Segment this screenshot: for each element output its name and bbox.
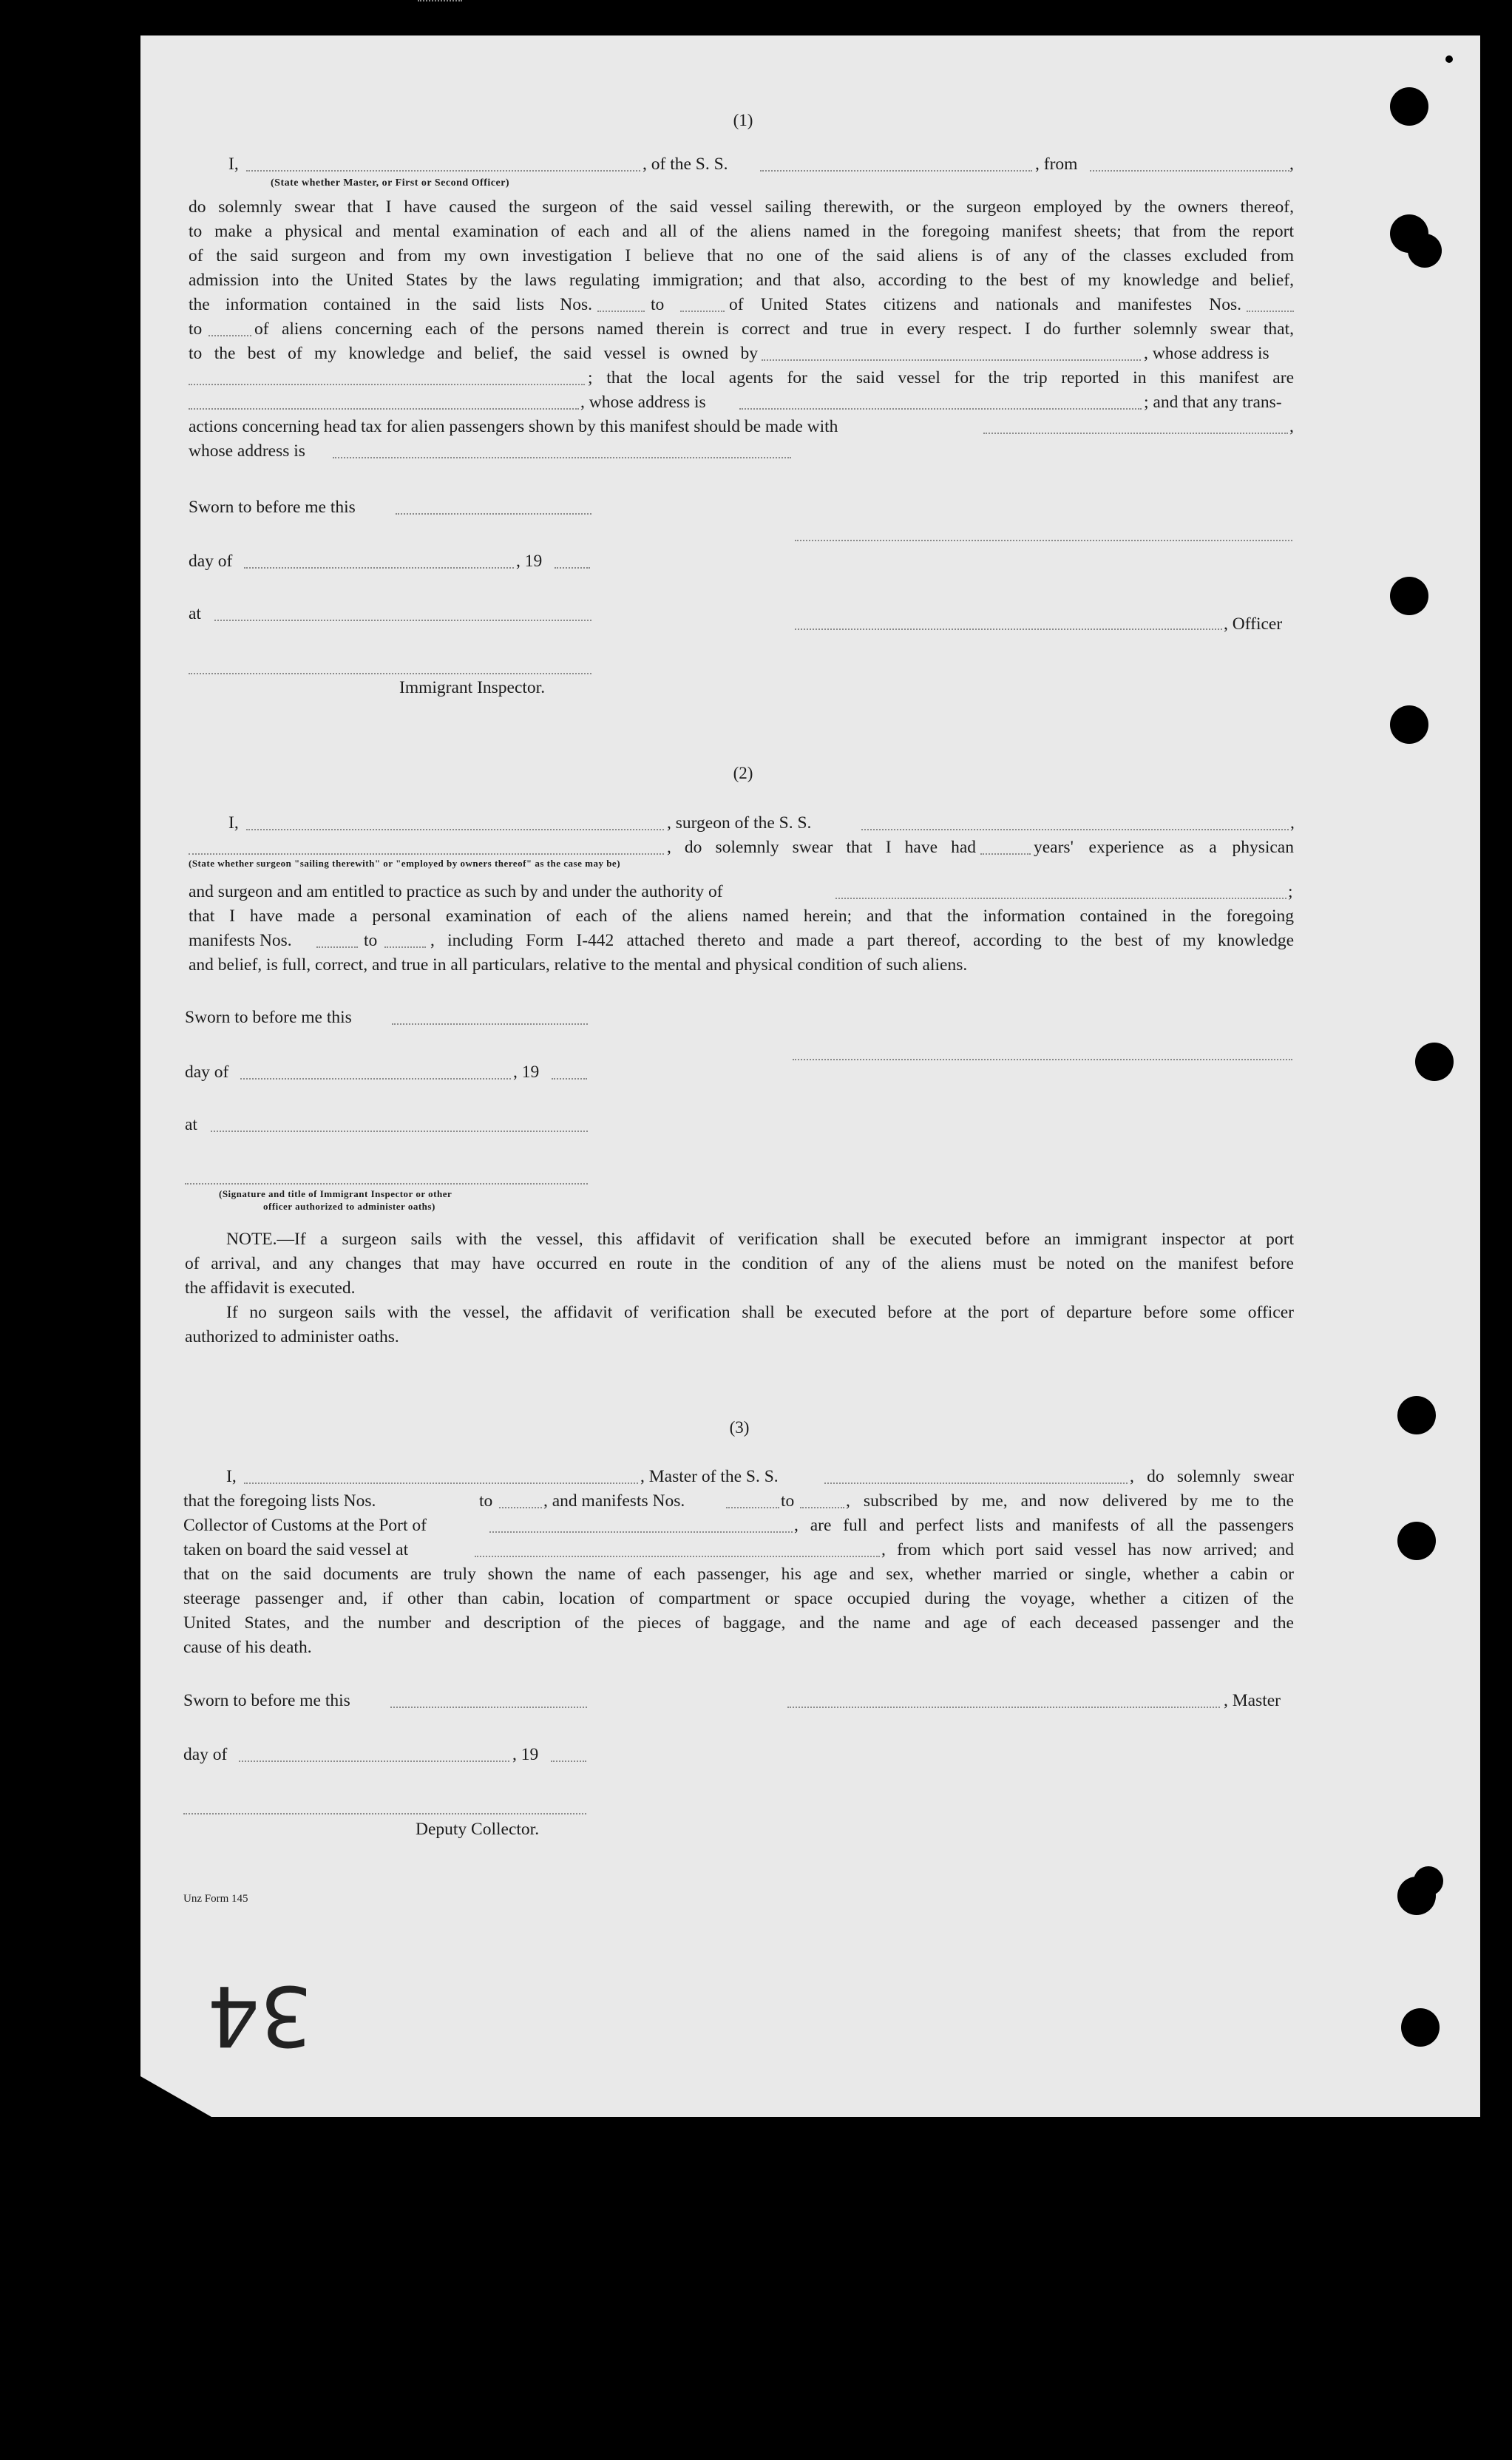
s3-para-line: United States, and the number and description of the pieces of baggage, and the name and age of each deceased passenger and the <box>183 1613 1294 1633</box>
s2-signature-field[interactable] <box>793 1059 1292 1060</box>
s1-para-line: to make a physical and mental examination of each and all of the aliens named in the foregoing manifest sheets; that from the report <box>189 222 1294 241</box>
head-tax-party-field[interactable] <box>983 433 1288 434</box>
s3-vessel-field[interactable] <box>824 1483 1128 1484</box>
s3-i: I, <box>226 1467 237 1486</box>
punch-hole <box>1414 1866 1443 1896</box>
s1-address-b: ; and that any trans- <box>1144 393 1282 412</box>
punch-hole <box>1390 705 1428 744</box>
s1-nos-c: of United States citizens and nationals and manifestes Nos. <box>729 295 1241 314</box>
s1-agents: ; that the local agents for the said vessel for the trip reported in this manifest are <box>588 368 1294 387</box>
s3-master-name-field[interactable] <box>244 1483 638 1484</box>
from-port-field[interactable] <box>1090 170 1289 172</box>
s3-lists-from-field[interactable] <box>418 0 462 1</box>
s1-inspector: Immigrant Inspector. <box>399 678 546 697</box>
s3-collector-field[interactable] <box>183 1813 586 1814</box>
s2-manifests-b: to <box>364 931 378 950</box>
form-number: Unz Form 145 <box>183 1893 248 1905</box>
s1-para-line: of the said surgeon and from my own investigation I believe that no one of the said aliens is of any of the classes excluded from <box>189 246 1294 265</box>
lists-to-field[interactable] <box>680 311 725 312</box>
note-line: the affidavit is executed. <box>185 1278 356 1298</box>
s3-port: Collector of Customs at the Port of <box>183 1516 427 1535</box>
s3-sworn: Sworn to before me this <box>183 1691 350 1710</box>
s1-inspector-field[interactable] <box>189 673 591 674</box>
s2-swear: , do solemnly swear that I have had <box>667 838 976 857</box>
agents-address-field[interactable] <box>739 408 1142 410</box>
s1-nos-a: the information contained in the said lists Nos. <box>189 295 592 314</box>
s2-vessel-field[interactable] <box>861 829 1289 830</box>
s2-manifests-a: manifests Nos. <box>189 931 292 950</box>
s2-i: I, <box>228 813 239 833</box>
lists-from-field[interactable] <box>597 311 645 312</box>
s3-manifests-from-field[interactable] <box>726 1507 779 1508</box>
s1-year-field[interactable] <box>555 567 590 569</box>
note2-line: If no surgeon sails with the vessel, the affidavit of verification shall be executed before at the port of departure before some officer <box>226 1303 1294 1322</box>
s1-para-line: admission into the United States by the laws regulating immigration; and that also, according to the best of my knowledge and belief, <box>189 271 1294 290</box>
section-3-heading: (3) <box>729 1418 750 1437</box>
s1-sworn: Sworn to before me this <box>189 498 356 517</box>
authority-field[interactable] <box>835 898 1286 899</box>
s2-year: , 19 <box>513 1063 540 1082</box>
s1-owned-b: , whose address is <box>1144 344 1269 363</box>
s1-officer: , Officer <box>1224 614 1283 634</box>
s3-sworn-day-field[interactable] <box>390 1707 587 1708</box>
s1-aliens-b: of aliens concerning each of the persons named therein is correct and true in every respect. I do further solemnly swear that, <box>254 319 1294 339</box>
s1-aliens-a: to <box>189 319 203 339</box>
s3-taken: taken on board the said vessel at <box>183 1540 409 1559</box>
s3-master: , Master <box>1224 1691 1281 1710</box>
note-line: NOTE.—If a surgeon sails with the vessel, this affidavit of verification shall be executed before an immigrant inspector at port <box>226 1230 1294 1249</box>
s2-sworn: Sworn to before me this <box>185 1008 352 1027</box>
s1-trans-b: , <box>1289 417 1294 436</box>
punch-hole <box>1397 1396 1436 1434</box>
section-1-heading: (1) <box>733 111 753 129</box>
punch-hole <box>1408 234 1442 268</box>
s3-lists-to-field[interactable] <box>499 1507 542 1508</box>
s3-para-line: cause of his death. <box>183 1638 312 1657</box>
s1-i: I, <box>228 155 239 174</box>
surgeon-name-field[interactable] <box>246 829 664 830</box>
s1-at: at <box>189 604 201 623</box>
s1-from: , from <box>1035 155 1078 174</box>
years-field[interactable] <box>980 853 1031 855</box>
punch-hole <box>1390 577 1428 615</box>
s3-deputy: Deputy Collector. <box>416 1820 540 1839</box>
s2-sworn-day-field[interactable] <box>392 1023 588 1025</box>
s3-para-line: that on the said documents are truly shown the name of each passenger, his age and sex, whether married or single, whether a cabin or <box>183 1565 1294 1584</box>
s2-belief: and belief, is full, correct, and true in all particulars, relative to the mental and physical condition of such aliens. <box>189 955 968 975</box>
s3-swear: , do solemnly swear <box>1130 1467 1294 1486</box>
s1-para-line: do solemnly swear that I have caused the surgeon of the said vessel sailing therewith, or the surgeon employed by the owners thereof, <box>189 197 1294 217</box>
s2-manifests-from-field[interactable] <box>316 946 358 948</box>
s2-years: years' experience as a physican <box>1034 838 1294 857</box>
s1-signature-field[interactable] <box>795 540 1292 541</box>
manifests-from-field[interactable] <box>1247 311 1294 312</box>
punch-hole <box>1397 1522 1436 1560</box>
punch-hole <box>1401 2008 1440 2047</box>
s3-manifests-to-field[interactable] <box>800 1507 844 1508</box>
s1-month-field[interactable] <box>244 567 514 569</box>
s2-year-field[interactable] <box>552 1078 587 1080</box>
officer-note: (State whether Master, or First or Second Officer) <box>271 177 510 189</box>
s2-inspector-field[interactable] <box>185 1183 588 1185</box>
signature-note: (Signature and title of Immigrant Inspector or other <box>219 1188 452 1199</box>
s3-para-line: steerage passenger and, if other than cabin, location of compartment or space occupied during the voyage, whether a citizen of the <box>183 1589 1294 1608</box>
section-2-heading: (2) <box>733 764 753 782</box>
s3-master-of: , Master of the S. S. <box>640 1467 779 1486</box>
s1-address-a: , whose address is <box>580 393 706 412</box>
s2-auth: and surgeon and am entitled to practice as such by and under the authority of <box>189 882 723 901</box>
manifests-to-field[interactable] <box>209 335 251 336</box>
s3-master-signature-field[interactable] <box>787 1707 1220 1708</box>
handwritten-page-number: 34 <box>207 1967 313 2063</box>
vessel-name-field[interactable] <box>760 170 1032 172</box>
head-tax-address-field[interactable] <box>333 457 791 458</box>
embarkation-port-field[interactable] <box>475 1556 880 1557</box>
s3-month-field[interactable] <box>239 1761 509 1762</box>
punch-hole <box>1445 55 1453 63</box>
agents-field[interactable] <box>189 408 579 410</box>
surgeon-note: (State whether surgeon "sailing therewith" or "employed by owners thereof" as the case may be) <box>189 858 621 869</box>
s2-manifests-to-field[interactable] <box>384 946 426 948</box>
s2-manifests-c: , including Form I-442 attached thereto and made a part thereof, according to the best of my knowledge <box>430 931 1294 950</box>
s2-para-line: that I have made a personal examination of each of the aliens named herein; and that the information contained in the foregoing <box>189 907 1294 926</box>
s3-year: , 19 <box>512 1745 539 1764</box>
s1-owned-a: to the best of my knowledge and belief, the said vessel is owned by <box>189 344 758 363</box>
s3-day-of: day of <box>183 1745 228 1764</box>
s3-year-field[interactable] <box>551 1761 586 1762</box>
s2-place-field[interactable] <box>211 1131 588 1132</box>
s2-surgeon-of: , surgeon of the S. S. <box>667 813 812 833</box>
s2-at: at <box>185 1115 197 1134</box>
note-line: of arrival, and any changes that may have occurred en route in the condition of any of the aliens must be noted on the manifest before <box>185 1254 1294 1273</box>
s1-year: , 19 <box>516 552 543 571</box>
s1-of-ss: , of the S. S. <box>643 155 728 174</box>
owner-field[interactable] <box>762 359 1141 361</box>
s1-trans-a: actions concerning head tax for alien passengers shown by this manifest should be made with <box>189 417 838 436</box>
punch-hole <box>1415 1043 1454 1081</box>
s2-month-field[interactable] <box>240 1078 511 1080</box>
port-field[interactable] <box>489 1531 793 1533</box>
s1-whose: whose address is <box>189 441 305 461</box>
master-name-field[interactable] <box>246 170 640 172</box>
s1-day-of: day of <box>189 552 233 571</box>
note2-line: authorized to administer oaths. <box>185 1327 399 1346</box>
s3-lists: that the foregoing lists Nos. <box>183 1491 376 1511</box>
punch-hole <box>1390 87 1428 126</box>
s1-place-field[interactable] <box>214 620 591 621</box>
surgeon-status-field[interactable] <box>189 853 664 855</box>
s2-day-of: day of <box>185 1063 229 1082</box>
owner-address-field[interactable] <box>189 384 585 385</box>
s1-officer-field[interactable] <box>795 628 1222 630</box>
s1-nos-b: to <box>651 295 665 314</box>
s1-sworn-day-field[interactable] <box>396 513 591 515</box>
